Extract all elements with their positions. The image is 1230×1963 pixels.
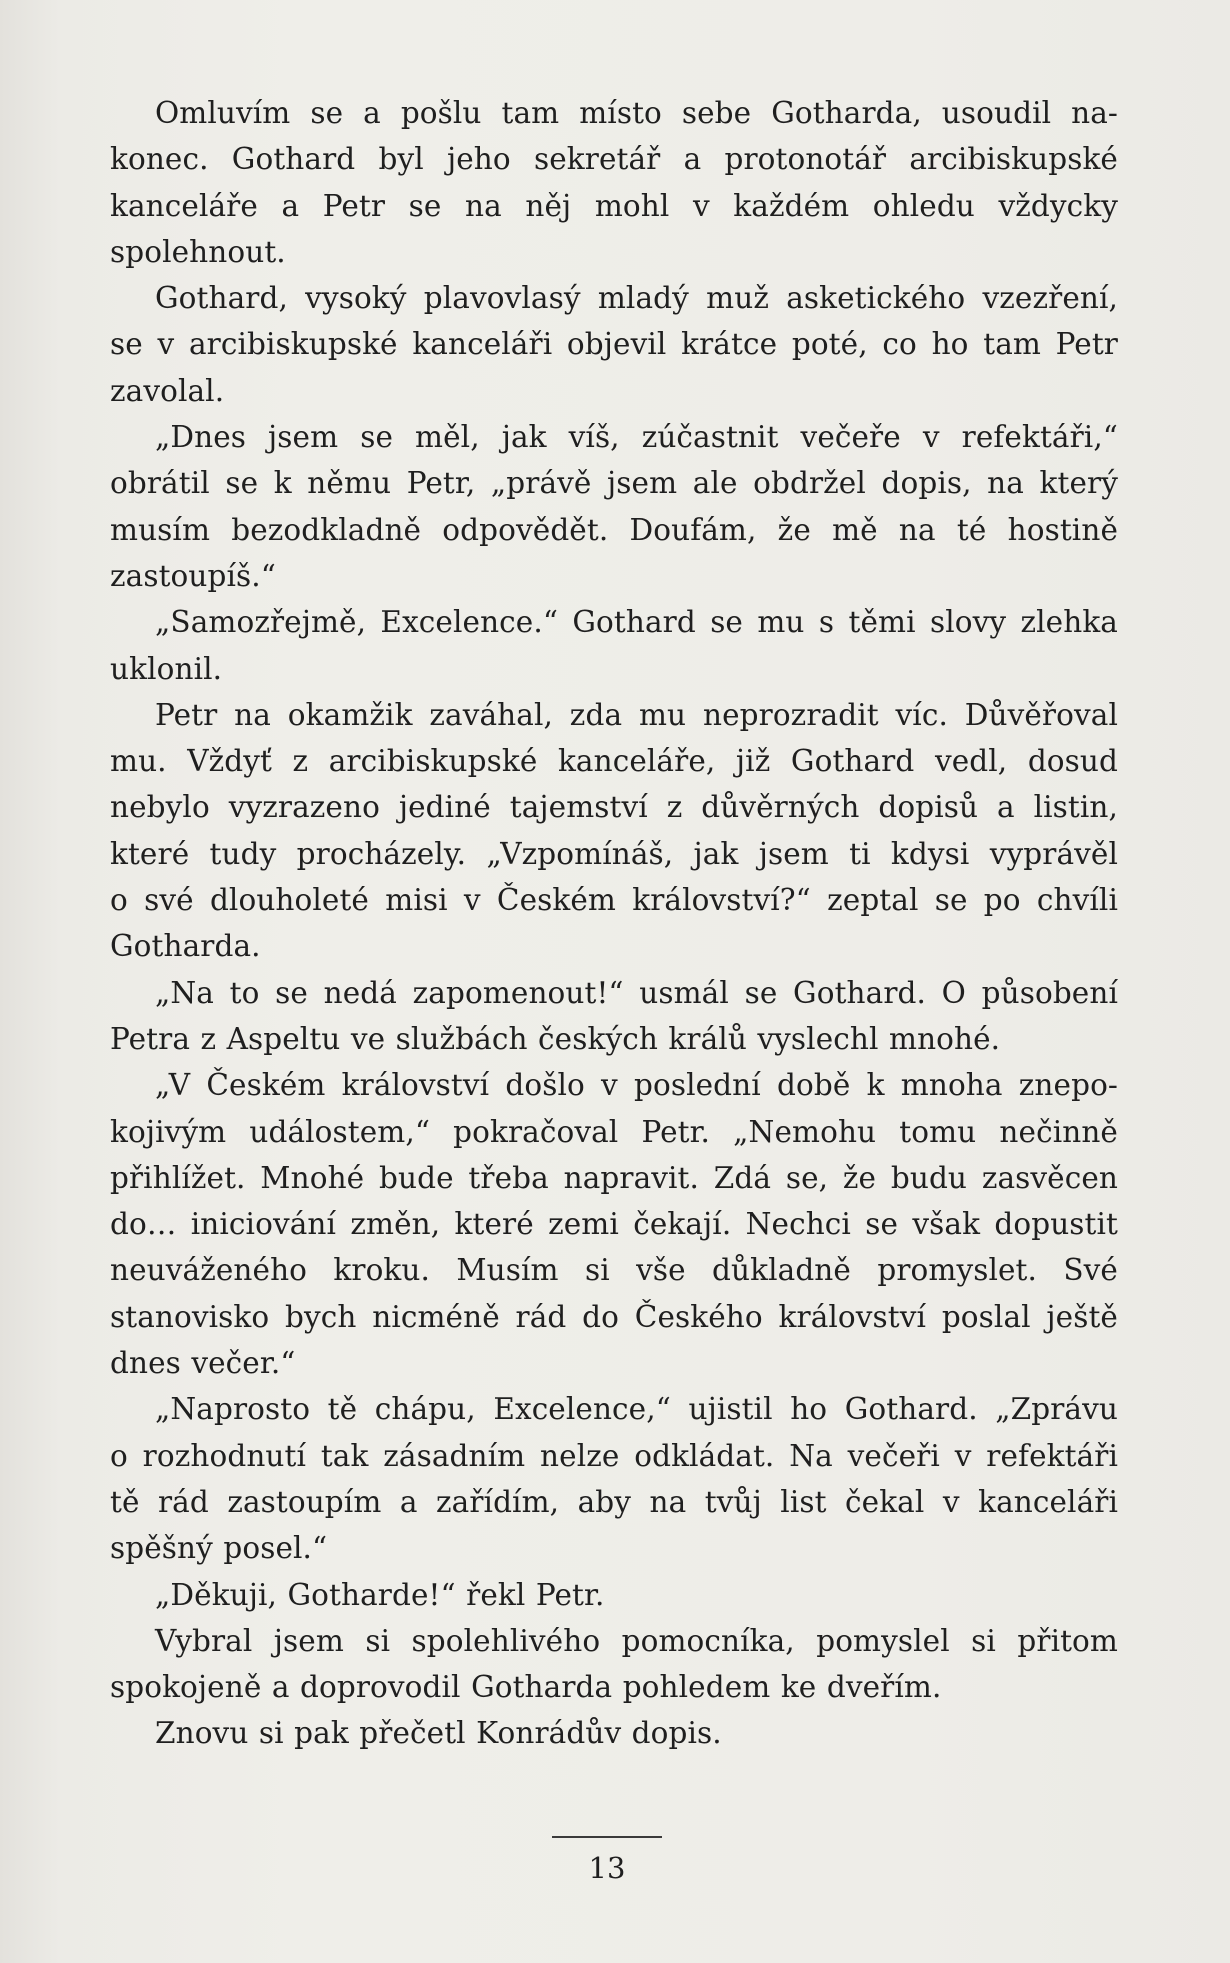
text-line: Gothard, vysoký plavovlasý mladý muž asketického vzezření, xyxy=(155,281,1118,316)
paragraph xyxy=(110,275,1118,414)
text-line: kojivým událostem,“ pokračoval Petr. „Nemohu tomu nečinně xyxy=(110,1114,1118,1149)
text-line: zavolal. xyxy=(110,373,225,408)
text-line: „Děkuji, Gotharde!“ řekl Petr. xyxy=(155,1577,605,1612)
text-line: o rozhodnutí tak zásadním nelze odkládat. Na večeři v refektáři xyxy=(110,1438,1118,1473)
paragraph xyxy=(110,1710,1118,1756)
text-line: musím bezodkladně odpovědět. Doufám, že mě na té hostině xyxy=(110,512,1118,547)
paragraph xyxy=(110,414,1118,599)
text-line: uklonil. xyxy=(110,651,223,686)
paragraph xyxy=(110,90,1118,275)
paragraph xyxy=(110,1062,1118,1386)
paragraph xyxy=(110,692,1118,970)
text-line: Znovu si pak přečetl Konrádův dopis. xyxy=(155,1716,722,1751)
paragraph xyxy=(110,1618,1118,1711)
paragraph xyxy=(110,970,1118,1063)
text-line: Vybral jsem si spolehlivého pomocníka, pomyslel si přitom xyxy=(155,1623,1118,1658)
text-line: nebylo vyzrazeno jediné tajemství z důvěrných dopisů a listin, xyxy=(110,790,1118,825)
text-line: tě rád zastoupím a zařídím, aby na tvůj list čekal v kanceláři xyxy=(110,1484,1118,1519)
text-line: spokojeně a doprovodil Gotharda pohledem ke dveřím. xyxy=(110,1670,942,1705)
text-line: „Na to se nedá zapomenout!“ usmál se Gothard. O působení xyxy=(155,975,1118,1010)
text-line: neuváženého kroku. Musím si vše důkladně promyslet. Své xyxy=(110,1253,1118,1288)
text-line: Gotharda. xyxy=(110,929,261,964)
text-line: „V Českém království došlo v poslední době k mnoha znepo- xyxy=(155,1068,1118,1103)
page-number: 13 xyxy=(588,1851,626,1885)
text-line: do… iniciování změn, které zemi čekají. Nechci se však dopustit xyxy=(110,1207,1118,1242)
text-line: zastoupíš.“ xyxy=(110,558,276,593)
paragraph xyxy=(110,1386,1118,1571)
text-line: obrátil se k němu Petr, „právě jsem ale obdržel dopis, na který xyxy=(110,466,1118,501)
text-line: „Naprosto tě chápu, Excelence,“ ujistil ho Gothard. „Zprávu xyxy=(155,1392,1118,1427)
paragraph xyxy=(110,599,1118,692)
text-line: spěšný posel.“ xyxy=(110,1531,328,1566)
text-line: Petr na okamžik zaváhal, zda mu neprozradit víc. Důvěřoval xyxy=(155,697,1118,732)
text-line: přihlížet. Mnohé bude třeba napravit. Zdá se, že budu zasvěcen xyxy=(110,1160,1118,1195)
text-line: spolehnout. xyxy=(110,234,286,269)
text-line: Omluvím se a pošlu tam místo sebe Gotharda, usoudil na- xyxy=(155,96,1118,130)
text-line: se v arcibiskupské kanceláři objevil krátce poté, co ho tam Petr xyxy=(110,327,1118,362)
text-line: stanovisko bych nicméně rád do Českého království poslal ještě xyxy=(110,1299,1118,1334)
text-line: Petra z Aspeltu ve službách českých králů vyslechl mnohé. xyxy=(110,1021,1001,1056)
text-line: kanceláře a Petr se na něj mohl v každém ohledu vždycky xyxy=(110,188,1118,223)
text-line: „Samozřejmě, Excelence.“ Gothard se mu s těmi slovy zlehka xyxy=(155,605,1118,640)
text-line: „Dnes jsem se měl, jak víš, zúčastnit večeře v refektáři,“ xyxy=(155,420,1118,455)
page-text xyxy=(110,90,1118,1757)
paragraph xyxy=(110,1572,1118,1618)
text-line: mu. Vždyť z arcibiskupské kanceláře, již Gothard vedl, dosud xyxy=(110,744,1118,779)
text-line: o své dlouholeté misi v Českém království?“ zeptal se po chvíli xyxy=(110,883,1118,918)
text-line: konec. Gothard byl jeho sekretář a protonotář arcibiskupské xyxy=(110,142,1118,177)
text-line: dnes večer.“ xyxy=(110,1346,296,1381)
page-number-rule xyxy=(552,1836,662,1838)
text-line: které tudy procházely. „Vzpomínáš, jak jsem ti kdysi vyprávěl xyxy=(110,836,1118,871)
